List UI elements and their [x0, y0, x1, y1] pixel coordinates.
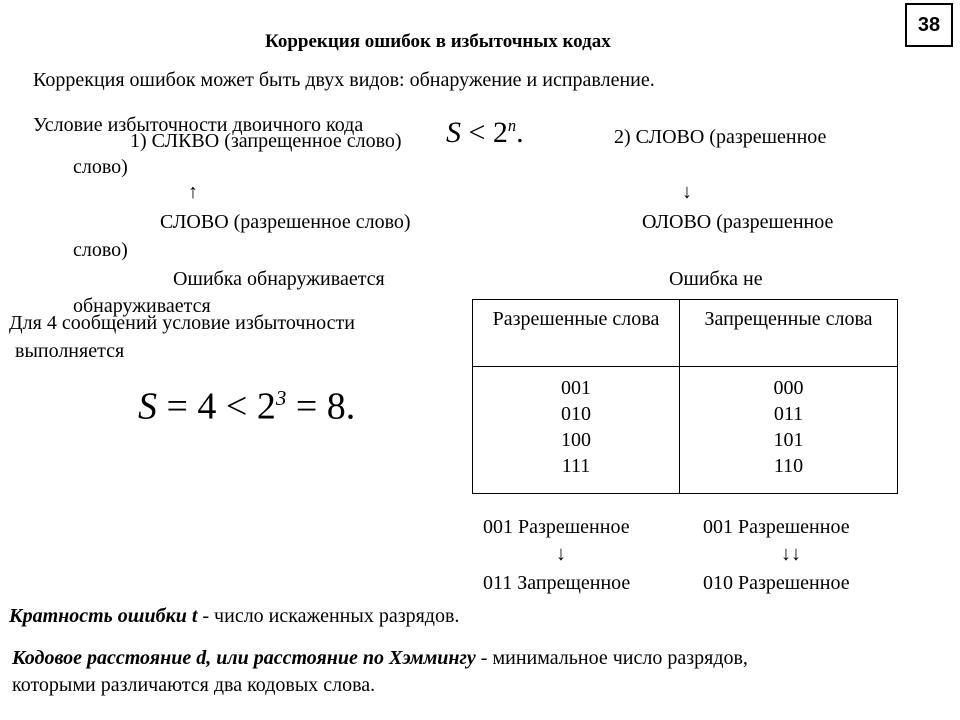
transition-right-bottom: 010 Разрешенное: [703, 572, 850, 594]
header-allowed: Разрешенные слова: [473, 300, 680, 367]
allowed-word: 100: [561, 429, 591, 451]
big-formula: [138, 378, 355, 427]
example1-line3: СЛОВО (разрешенное слово): [160, 211, 411, 233]
example2-line5: Ошибка не: [669, 268, 763, 290]
table-header-row: [473, 300, 898, 367]
transition-left-top: 001 Разрешенное: [483, 516, 630, 538]
slide-number: 38: [905, 3, 953, 47]
example2-line1: 2) СЛОВО (разрешенное: [614, 126, 827, 148]
allowed-word: 001: [561, 377, 591, 399]
big-formula-exp: 3: [275, 386, 287, 410]
big-formula-mid: = 4 < 2: [157, 385, 276, 428]
example1-line2: слово): [73, 156, 128, 178]
big-formula-s: S: [138, 385, 157, 428]
four-messages-line2: выполняется: [15, 340, 125, 362]
multiplicity-term: Кратность ошибки t: [9, 605, 198, 627]
codes-table: [472, 299, 898, 494]
example1-line4: слово): [73, 239, 128, 261]
formula-end: .: [516, 116, 524, 149]
multiplicity-definition: [9, 604, 459, 628]
formula-lt: < 2: [461, 116, 508, 149]
intro-text: Коррекция ошибок может быть двух видов: обнаружение и исправление.: [33, 69, 655, 91]
allowed-word: 111: [561, 455, 591, 477]
formula-exp: n: [507, 116, 517, 135]
forbidden-word: 110: [773, 455, 804, 477]
down-arrow: ↓: [682, 181, 692, 203]
table-row: [473, 367, 898, 494]
slide-title: Коррекция ошибок в избыточных кодах: [265, 31, 611, 52]
redundancy-label: Условие избыточности двоичного кода: [33, 114, 364, 136]
forbidden-cell: [680, 367, 898, 494]
formula-s: S: [446, 116, 461, 149]
distance-definition-line2: которыми различаются два кодовых слова.: [12, 674, 376, 696]
multiplicity-text: - число искаженных разрядов.: [197, 605, 460, 627]
up-arrow: ↑: [188, 181, 198, 203]
transition-right-top: 001 Разрешенное: [703, 516, 850, 538]
redundancy-formula: [446, 110, 524, 149]
header-forbidden: Запрещенные слова: [680, 300, 898, 367]
example1-line5: Ошибка обнаруживается: [173, 268, 385, 290]
example1-line6: обнаруживается: [73, 295, 211, 317]
example1-line1: 1) СЛКВО (запрещенное слово): [130, 130, 402, 152]
distance-definition: [12, 646, 748, 670]
example2-line3: ОЛОВО (разрешенное: [642, 211, 834, 233]
forbidden-word: 000: [773, 377, 804, 399]
distance-term: Кодовое расстояние d, или расстояние по Хэммингу: [12, 647, 476, 669]
big-formula-end: = 8.: [286, 385, 356, 428]
transition-right-arrow: ↓↓: [781, 543, 801, 565]
four-messages-line1: Для 4 сообщений условие избыточности: [9, 312, 355, 334]
transition-left-bottom: 011 Запрещенное: [483, 572, 631, 594]
allowed-cell: [473, 367, 680, 494]
allowed-word: 010: [561, 403, 591, 425]
forbidden-word: 101: [773, 429, 804, 451]
forbidden-word: 011: [773, 403, 804, 425]
distance-text: - минимальное число разрядов,: [475, 647, 748, 669]
transition-left-arrow: ↓: [556, 543, 566, 565]
